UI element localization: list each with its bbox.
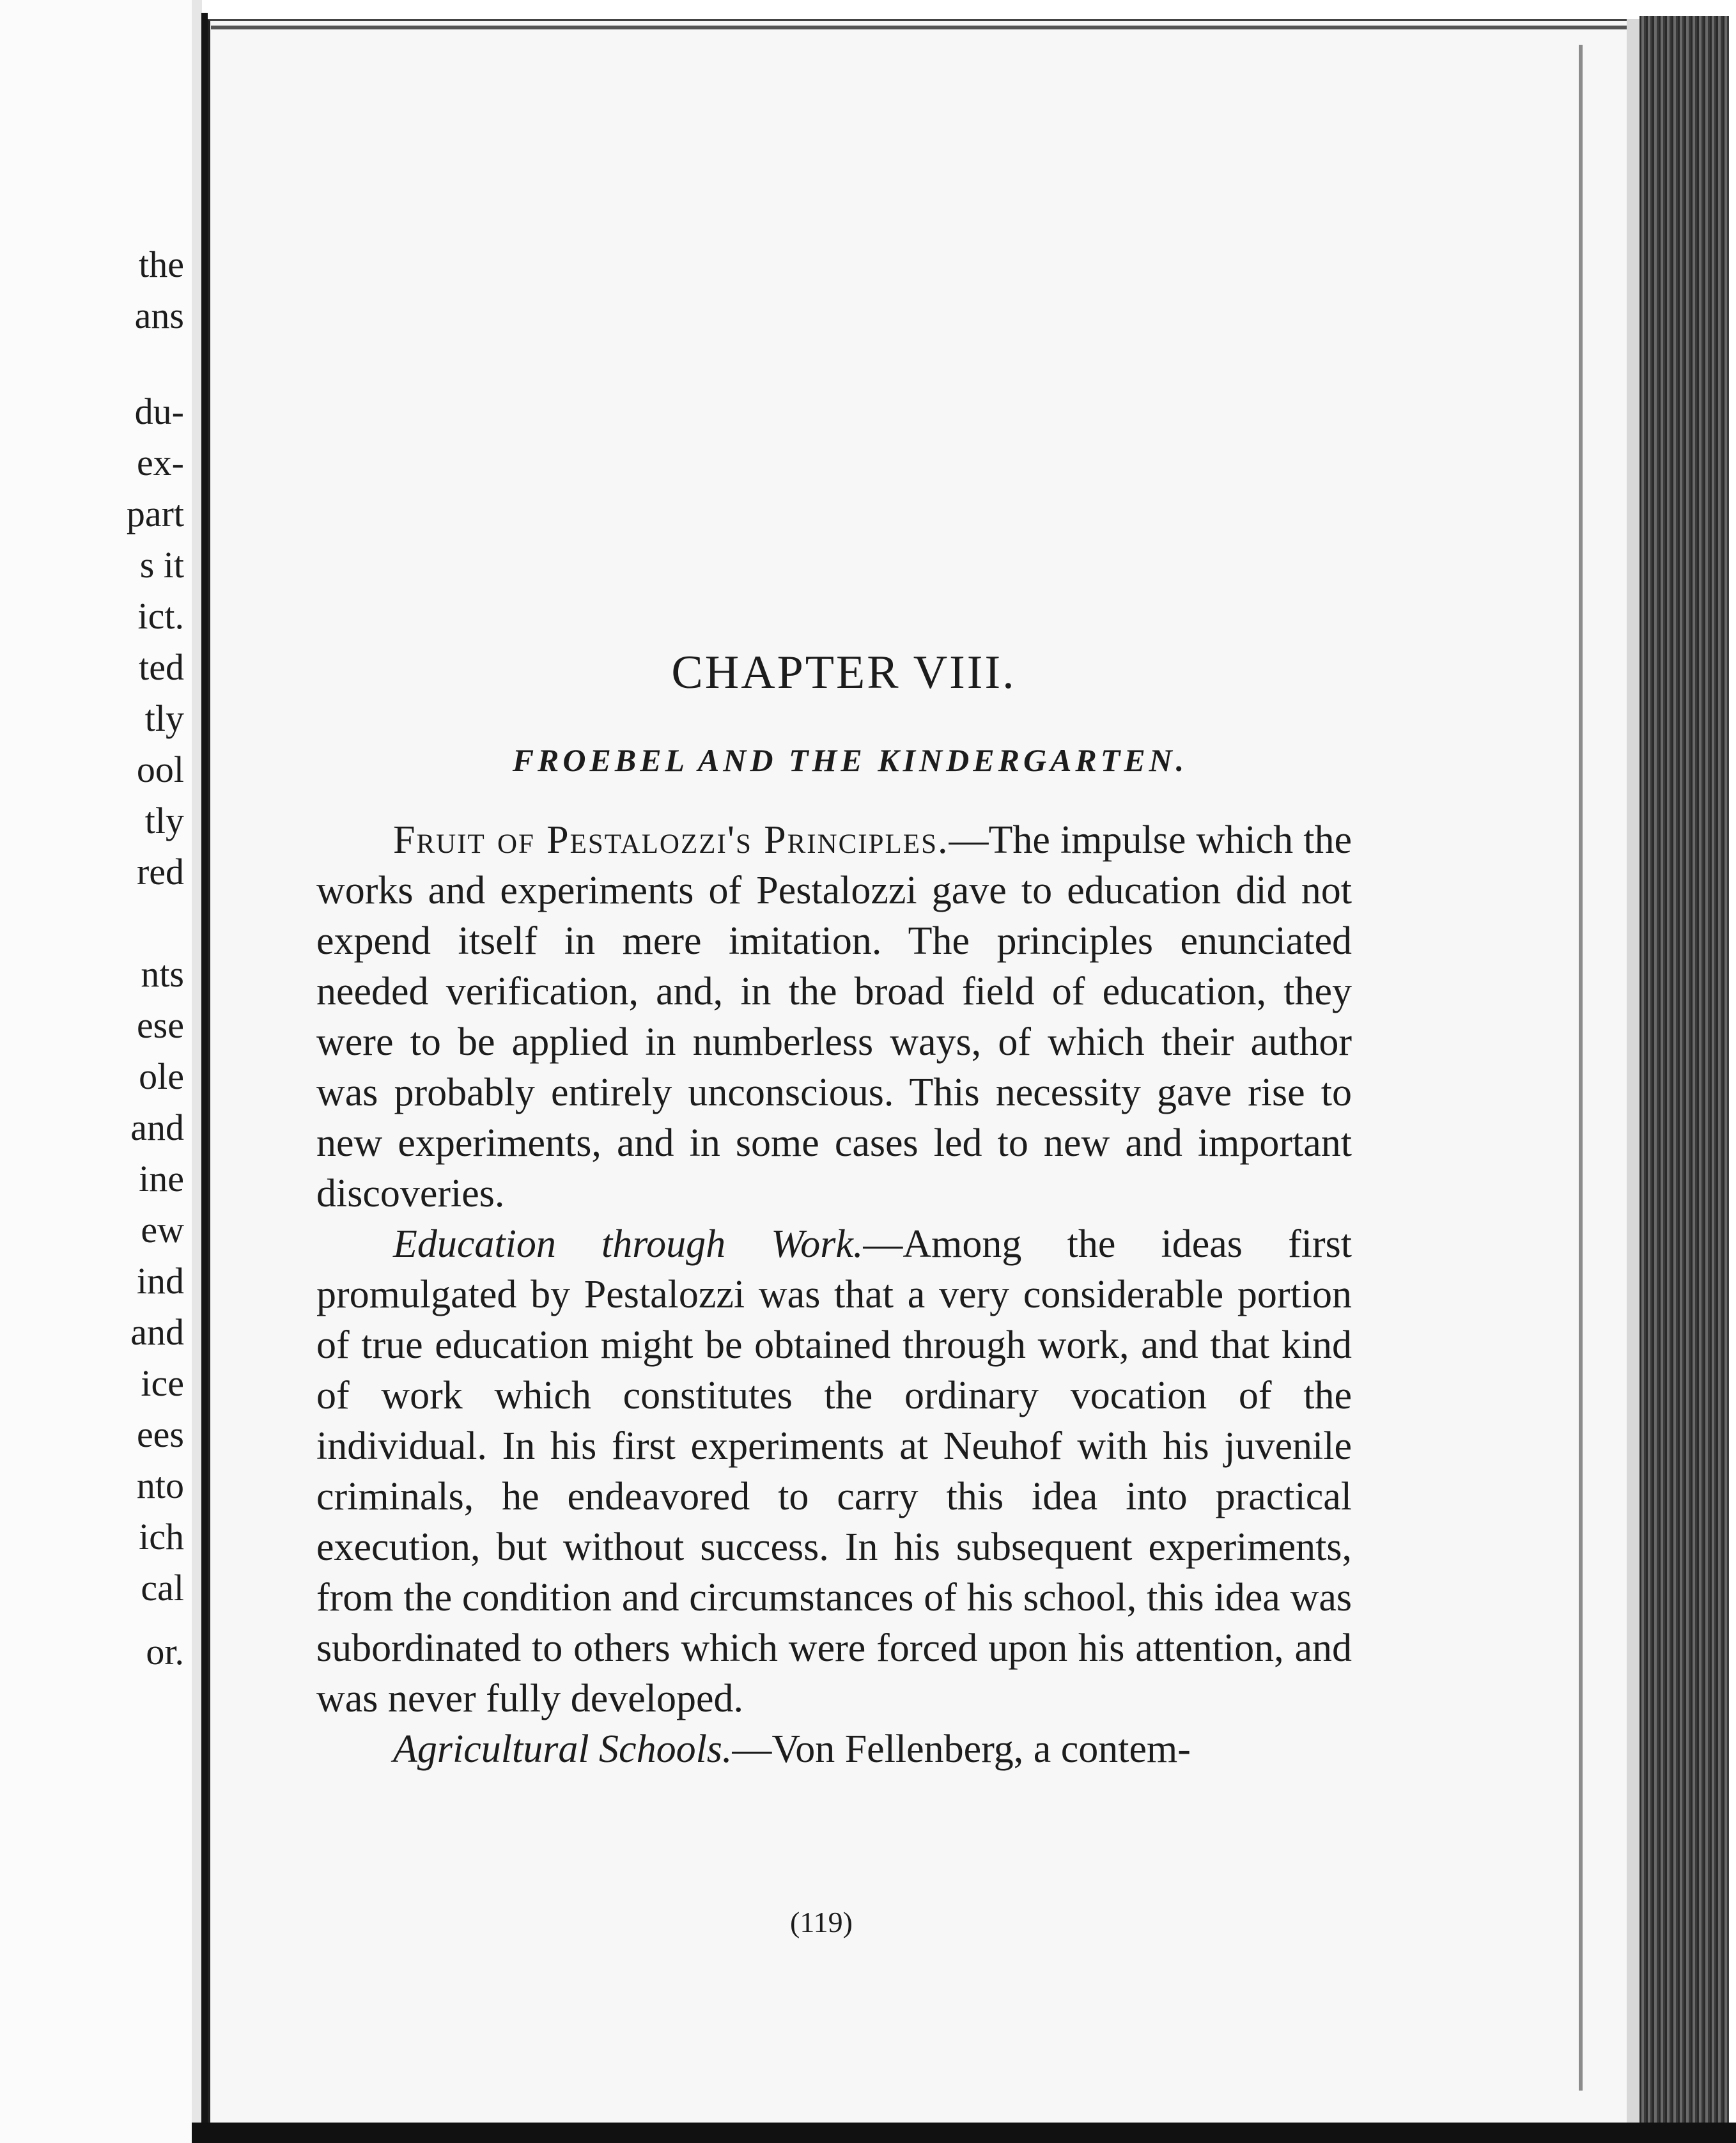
paragraph-text: —Von Fellenberg, a contem- bbox=[732, 1727, 1191, 1771]
left-fragment: du- bbox=[134, 391, 184, 432]
page-inner-frame bbox=[1579, 45, 1583, 2091]
page-top-border bbox=[211, 26, 1636, 29]
paragraph-text: —The impulse which the works and experiments of Pestalozzi gave to education did not expend itself in mere imitation. The principles enunciated needed verification, and, in the broad field of education, they were to be applied in numberless ways, of which their author was probably entirely unconscious. This necessity gave rise to new experiments, and in some cases led to new and important discoveries. bbox=[316, 818, 1352, 1215]
left-fragment: ees bbox=[136, 1414, 184, 1455]
left-fragment: ind bbox=[136, 1260, 184, 1302]
paragraph-text: —Among the ideas first promulgated by Pestalozzi was that a very considerable portion of true education might be obtained through work, and that kind of work which constitutes the ordinary vocation of the individual. In his first experiments at Neuhof with his juvenile criminals, he endeavored to carry this idea into practical execution, but without success. In his subsequent experiments, from the condition and circumstances of his school, this idea was subordinated to others which were forced upon his attention, and was never fully developed. bbox=[316, 1222, 1352, 1720]
page-edge-stack bbox=[1639, 16, 1729, 2126]
left-fragment: ex- bbox=[136, 442, 184, 483]
body-text bbox=[316, 815, 1352, 1775]
left-fragment: ans bbox=[134, 295, 184, 336]
left-fragment: ine bbox=[139, 1158, 184, 1199]
chapter-subtitle: FROEBEL AND THE KINDERGARTEN. bbox=[512, 742, 1188, 778]
paragraph-heading: Agricultural Schools. bbox=[393, 1727, 732, 1771]
page-number: (119) bbox=[790, 1906, 853, 1938]
left-fragment: nto bbox=[136, 1465, 184, 1506]
left-fragment: ole bbox=[139, 1056, 184, 1097]
left-fragment: s it bbox=[139, 544, 184, 586]
left-fragment: ice bbox=[141, 1362, 184, 1404]
left-fragment: and bbox=[130, 1311, 184, 1353]
left-fragment: tly bbox=[144, 697, 184, 739]
left-fragment: ict. bbox=[137, 595, 184, 637]
left-fragment: the bbox=[139, 244, 184, 285]
left-fragment: and bbox=[130, 1107, 184, 1148]
left-fragment: ool bbox=[136, 749, 184, 790]
left-fragment: cal bbox=[141, 1567, 184, 1609]
chapter-title: CHAPTER VIII. bbox=[671, 646, 1016, 699]
left-fragment: nts bbox=[141, 953, 184, 995]
paragraph bbox=[316, 1724, 1352, 1775]
left-fragment: ich bbox=[139, 1516, 184, 1557]
left-fragment: or. bbox=[146, 1631, 184, 1672]
left-fragment: ese bbox=[136, 1004, 184, 1046]
left-facing-page bbox=[0, 0, 192, 2143]
paragraph-heading: Education through Work. bbox=[393, 1222, 864, 1266]
paragraph-heading: Fruit of Pestalozzi's Principles. bbox=[393, 818, 949, 862]
left-fragment: part bbox=[126, 493, 184, 534]
paragraph bbox=[316, 1219, 1352, 1724]
paragraph bbox=[316, 815, 1352, 1219]
left-fragment: tly bbox=[144, 800, 184, 841]
left-fragment: red bbox=[136, 851, 184, 892]
left-fragment: ew bbox=[141, 1209, 184, 1251]
gutter-line bbox=[201, 13, 208, 2123]
page-edge-light bbox=[1627, 19, 1641, 2129]
gutter-shade bbox=[192, 0, 202, 2143]
left-fragment: ted bbox=[139, 646, 184, 688]
scan-bottom-edge bbox=[192, 2123, 1736, 2143]
